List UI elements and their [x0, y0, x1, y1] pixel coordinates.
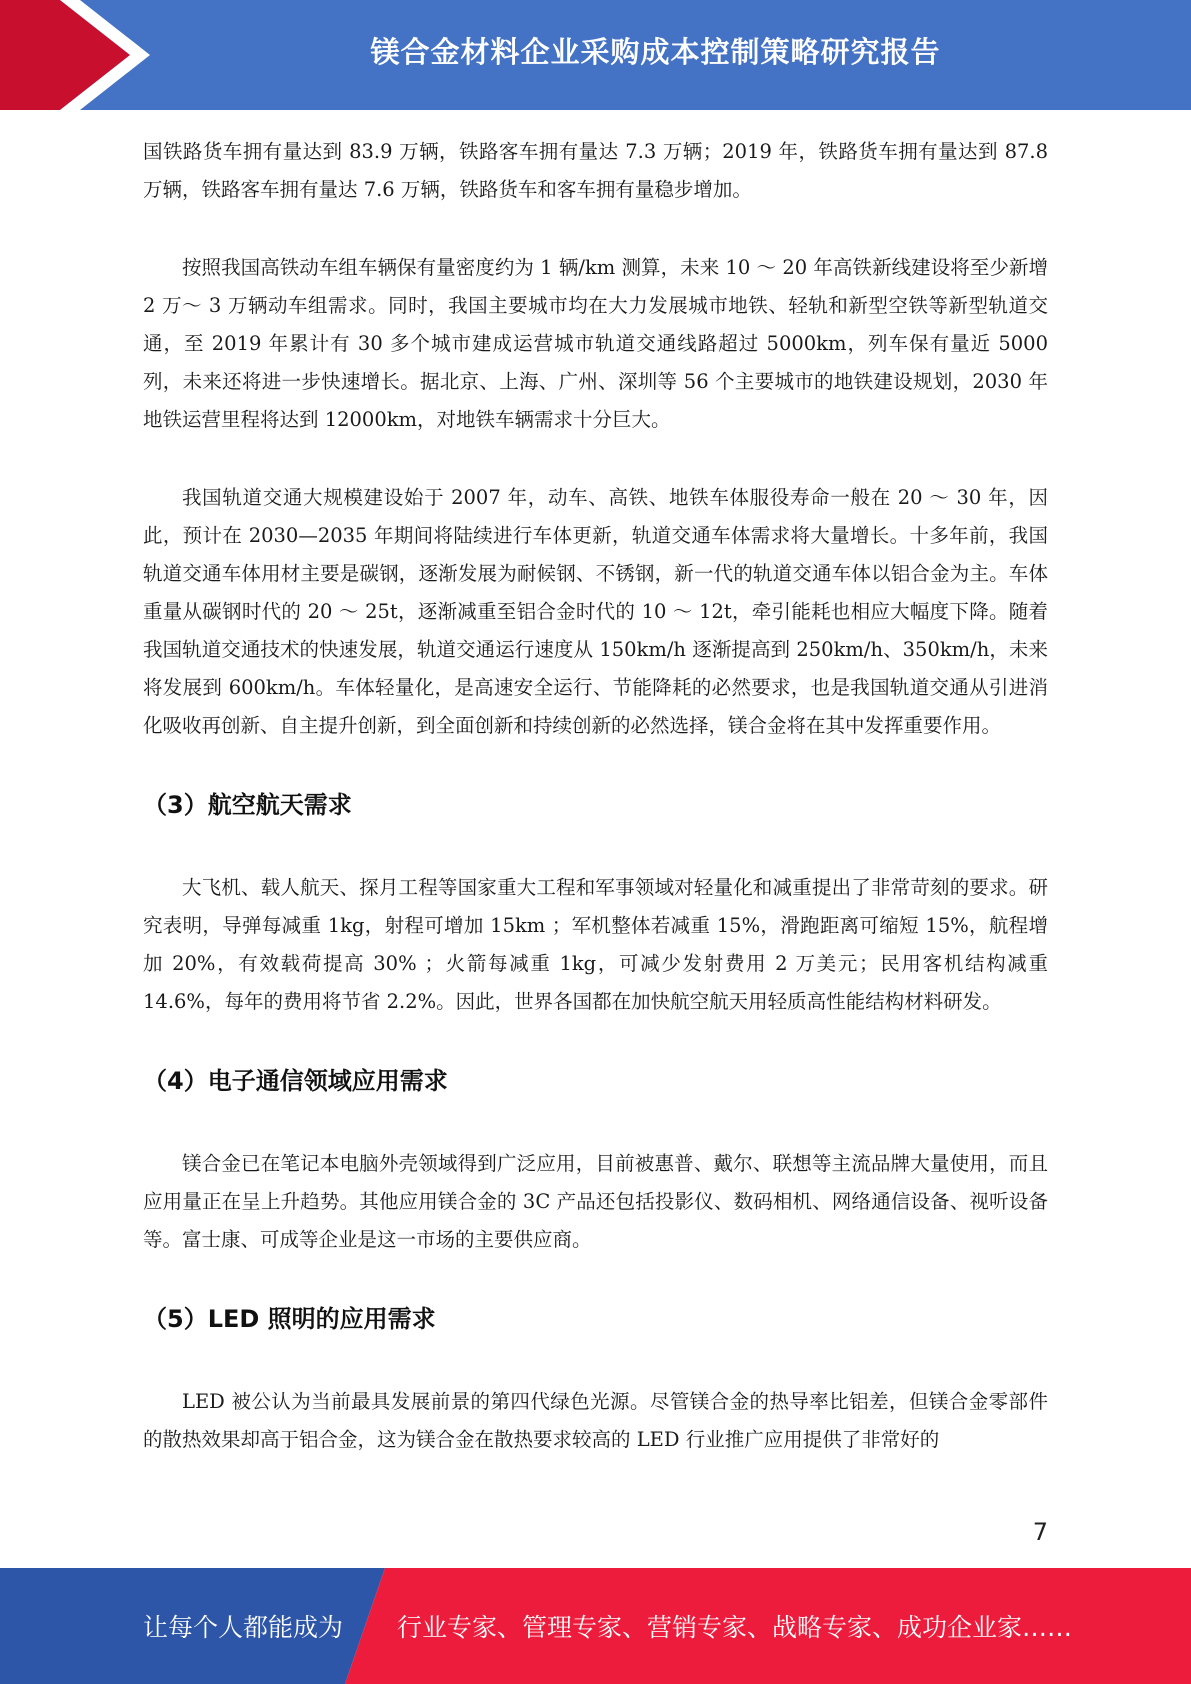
paragraph-aerospace: 大飞机、载人航天、探月工程等国家重大工程和军事领域对轻量化和减重提出了非常苛刻的要求。研究表明，导弹每减重 1kg，射程可增加 15km ；军机整体若减重 15%，滑跑距离可缩短 15%，航程增加 20%，有效载荷提高 30% ；火箭每减重 1kg，可减少发射费用 2 万美元；民用客机结构减重 14.6%，每年的费用将节省 2.2%。因此，世界各国都在加快航空航天用轻质高性能结构材料研发。 [143, 876, 1048, 1013]
section-heading-electronics: （4）电子通信领域应用需求 [143, 1067, 448, 1095]
section-heading-led: （5）LED 照明的应用需求 [143, 1305, 436, 1333]
report-title: 镁合金材料企业采购成本控制策略研究报告 [370, 34, 941, 69]
footer-slogan-right: 行业专家、管理专家、营销专家、战略专家、成功企业家…… [397, 1613, 1073, 1642]
page-number: 7 [1032, 1518, 1048, 1546]
paragraph-led: LED 被公认为当前最具发展前景的第四代绿色光源。尽管镁合金的热导率比铝差，但镁合金零部件的散热效果却高于铝合金，这为镁合金在散热要求较高的 LED 行业推广应用提供了非常好的 [143, 1390, 1048, 1451]
paragraph-electronics: 镁合金已在笔记本电脑外壳领域得到广泛应用，目前被惠普、戴尔、联想等主流品牌大量使用，而且应用量正在呈上升趋势。其他应用镁合金的 3C 产品还包括投影仪、数码相机、网络通信设备、视听设备等。富士康、可成等企业是这一市场的主要供应商。 [143, 1152, 1048, 1251]
section-heading-aerospace: （3）航空航天需求 [143, 791, 352, 819]
report-body [143, 133, 1048, 1499]
page-header [0, 0, 1191, 110]
paragraph-high-speed-rail-demand: 按照我国高铁动车组车辆保有量密度约为 1 辆/km 测算，未来 10 ～ 20 年高铁新线建设将至少新增 2 万～ 3 万辆动车组需求。同时，我国主要城市均在大力发展城市地铁、轻轨和新型空铁等新型轨道交通，至 2019 年累计有 30 多个城市建成运营城市轨道交通线路超过 5000km，列车保有量近 5000 列，未来还将进一步快速增长。据北京、上海、广州、深圳等 56 个主要城市的地铁建设规划，2030 年地铁运营里程将达到 12000km，对地铁车辆需求十分巨大。 [143, 256, 1048, 431]
footer-slogan-left: 让每个人都能成为 [143, 1613, 344, 1642]
paragraph-rail-body-materials: 我国轨道交通大规模建设始于 2007 年，动车、高铁、地铁车体服役寿命一般在 20 ～ 30 年，因此，预计在 2030—2035 年期间将陆续进行车体更新，轨道交通车体需求将大量增长。十多年前，我国轨道交通车体用材主要是碳钢，逐渐发展为耐候钢、不锈钢，新一代的轨道交通车体以铝合金为主。车体重量从碳钢时代的 20 ～ 25t，逐渐减重至铝合金时代的 10 ～ 12t，牵引能耗也相应大幅度下降。随着我国轨道交通技术的快速发展，轨道交通运行速度从 150km/h 逐渐提高到 250km/h、350km/h，未来将发展到 600km/h。车体轻量化，是高速安全运行、节能降耗的必然要求，也是我国轨道交通从引进消化吸收再创新、自主提升创新，到全面创新和持续创新的必然选择，镁合金将在其中发挥重要作用。 [143, 486, 1048, 737]
page-footer [0, 1568, 1191, 1684]
paragraph-railway-stock: 国铁路货车拥有量达到 83.9 万辆，铁路客车拥有量达 7.3 万辆；2019 年，铁路货车拥有量达到 87.8 万辆，铁路客车拥有量达 7.6 万辆，铁路货车和客车拥有量稳步增加。 [143, 140, 1048, 201]
